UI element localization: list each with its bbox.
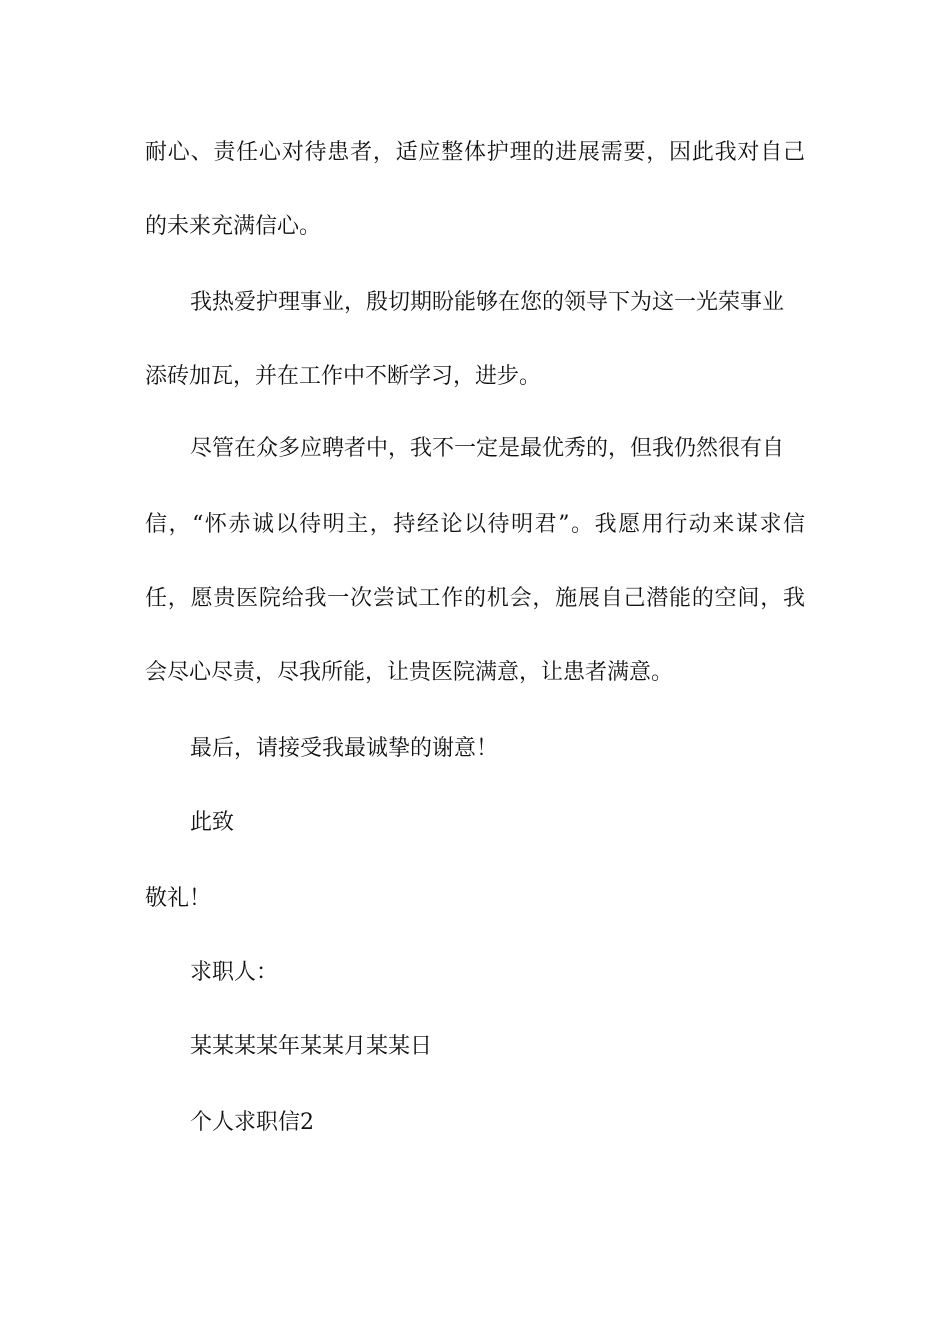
paragraph-line: 添砖加瓦，并在工作中不断学习，进步。 [145,364,542,389]
paragraph-line: 尽管在众多应聘者中，我不一定是最优秀的，但我仍然很有自 [190,436,785,461]
paragraph-line: 我热爱护理事业，殷切期盼能够在您的领导下为这一光荣事业 [190,290,785,315]
salutation-cizhi: 此致 [190,810,235,835]
salutation-jingli: 敬礼！ [145,886,212,911]
paragraph-line: 任，愿贵医院给我一次尝试工作的机会，施展自己潜能的空间，我 [145,586,805,611]
paragraph-line: 耐心、责任心对待患者，适应整体护理的进展需要，因此我对自己 [145,140,805,165]
paragraph-line: 的未来充满信心。 [145,214,322,239]
closing-thanks: 最后，请接受我最诚挚的谢意！ [190,736,499,761]
section-heading: 个人求职信2 [190,1110,314,1135]
paragraph-line: 信，“怀赤诚以待明主，持经论以待明君”。我愿用行动来谋求信 [145,512,805,537]
paragraph-line: 会尽心尽责，尽我所能，让贵医院满意，让患者满意。 [145,660,674,685]
applicant-label: 求职人： [190,960,279,985]
date-line: 某某某某年某某月某某日 [190,1034,433,1059]
